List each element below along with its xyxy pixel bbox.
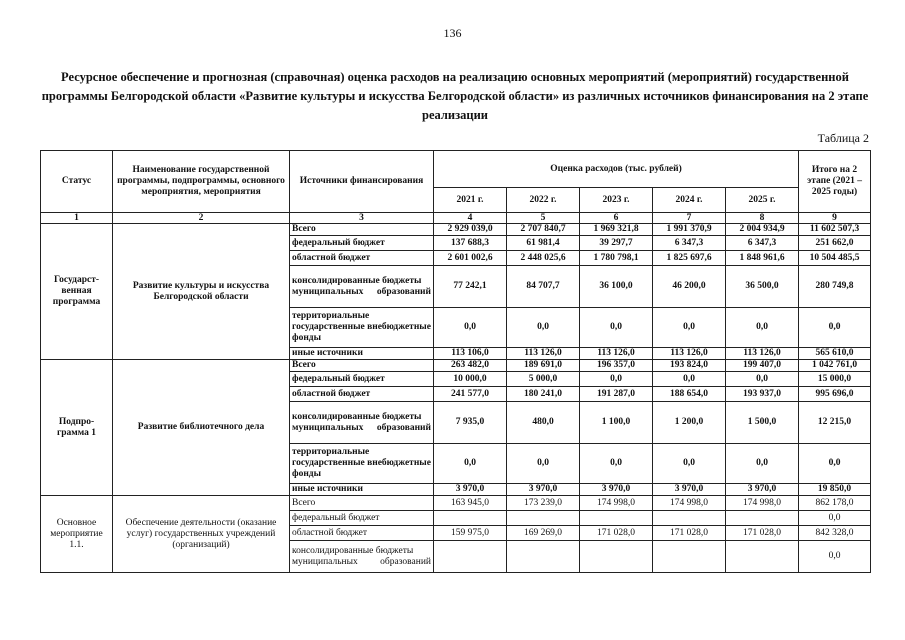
year-value: 171 028,0 (653, 526, 726, 541)
year-value: 191 287,0 (580, 387, 653, 402)
funding-source: областной бюджет (290, 387, 434, 402)
year-value: 263 482,0 (434, 360, 507, 372)
year-value: 180 241,0 (507, 387, 580, 402)
total-value: 0,0 (799, 511, 871, 526)
total-value: 842 328,0 (799, 526, 871, 541)
funding-source: Всего (290, 496, 434, 511)
year-value: 193 937,0 (726, 387, 799, 402)
year-value: 1 969 321,8 (580, 224, 653, 236)
year-value: 0,0 (726, 308, 799, 348)
year-value: 0,0 (653, 308, 726, 348)
year-value: 0,0 (580, 308, 653, 348)
year-value (726, 541, 799, 573)
year-value (434, 541, 507, 573)
funding-source: консолидированные бюджеты муниципальных образований (290, 541, 434, 573)
funding-source: областной бюджет (290, 526, 434, 541)
header-year: 2024 г. (653, 188, 726, 213)
column-index: 1 (41, 213, 113, 224)
total-value: 12 215,0 (799, 402, 871, 444)
year-value: 113 126,0 (507, 348, 580, 360)
year-value (507, 541, 580, 573)
year-value: 3 970,0 (507, 484, 580, 496)
column-index: 6 (580, 213, 653, 224)
year-value: 2 601 002,6 (434, 251, 507, 266)
column-index: 9 (799, 213, 871, 224)
year-value: 0,0 (726, 372, 799, 387)
funding-source: консолидированные бюджеты муниципальных образований (290, 266, 434, 308)
year-value: 137 688,3 (434, 236, 507, 251)
row-name: Развитие библиотечного дела (113, 360, 290, 496)
column-index: 2 (113, 213, 290, 224)
page-number: 136 (443, 26, 462, 40)
row-status: Подпро-грамма 1 (41, 360, 113, 496)
year-value: 3 970,0 (434, 484, 507, 496)
year-value: 84 707,7 (507, 266, 580, 308)
year-value: 171 028,0 (726, 526, 799, 541)
year-value: 0,0 (653, 372, 726, 387)
year-value: 174 998,0 (653, 496, 726, 511)
total-value: 11 602 507,3 (799, 224, 871, 236)
year-value: 3 970,0 (726, 484, 799, 496)
funding-source: консолидированные бюджеты муниципальных образований (290, 402, 434, 444)
year-value (580, 541, 653, 573)
row-name: Развитие культуры и искусства Белгородской области (113, 224, 290, 360)
table-row (41, 224, 871, 236)
funding-source: Всего (290, 360, 434, 372)
header-total: Итого на 2 этапе (2021 – 2025 годы) (799, 151, 871, 213)
year-value (434, 511, 507, 526)
year-value: 174 998,0 (580, 496, 653, 511)
year-value: 1 100,0 (580, 402, 653, 444)
total-value: 15 000,0 (799, 372, 871, 387)
table-row (41, 360, 871, 372)
year-value: 1 991 370,9 (653, 224, 726, 236)
column-index: 5 (507, 213, 580, 224)
column-index: 7 (653, 213, 726, 224)
year-value: 6 347,3 (653, 236, 726, 251)
total-value: 10 504 485,5 (799, 251, 871, 266)
year-value: 7 935,0 (434, 402, 507, 444)
funding-source: иные источники (290, 484, 434, 496)
year-value: 0,0 (434, 308, 507, 348)
funding-source: федеральный бюджет (290, 236, 434, 251)
year-value: 188 654,0 (653, 387, 726, 402)
column-index: 8 (726, 213, 799, 224)
year-value: 2 448 025,6 (507, 251, 580, 266)
row-status: Основное мероприятие 1.1. (41, 496, 113, 573)
year-value: 169 269,0 (507, 526, 580, 541)
table-row (41, 496, 871, 511)
row-status: Государст-венная программа (41, 224, 113, 360)
year-value: 10 000,0 (434, 372, 507, 387)
total-value: 995 696,0 (799, 387, 871, 402)
year-value (653, 541, 726, 573)
year-value: 46 200,0 (653, 266, 726, 308)
year-value: 2 929 039,0 (434, 224, 507, 236)
year-value: 113 126,0 (653, 348, 726, 360)
funding-source: федеральный бюджет (290, 372, 434, 387)
year-value (653, 511, 726, 526)
year-value (507, 511, 580, 526)
year-value: 1 825 697,6 (653, 251, 726, 266)
total-value: 862 178,0 (799, 496, 871, 511)
year-value: 199 407,0 (726, 360, 799, 372)
year-value (726, 511, 799, 526)
year-value: 0,0 (726, 444, 799, 484)
year-value: 480,0 (507, 402, 580, 444)
column-index: 3 (290, 213, 434, 224)
year-value: 113 126,0 (580, 348, 653, 360)
year-value: 159 975,0 (434, 526, 507, 541)
funding-source: территориальные государственные внебюджетные фонды (290, 444, 434, 484)
expenditure-table (40, 150, 871, 573)
year-value: 0,0 (653, 444, 726, 484)
header-year: 2025 г. (726, 188, 799, 213)
document-title: Ресурсное обеспечение и прогнозная (справочная) оценка расходов на реализацию основных мероприятий (мероприятий) государственной программы Белгородской области «Развитие культуры и искусства Белгородской области» из различных источников финансирования на 2 этапе реализации (41, 70, 869, 122)
total-value: 0,0 (799, 444, 871, 484)
year-value: 61 981,4 (507, 236, 580, 251)
total-value: 251 662,0 (799, 236, 871, 251)
funding-source: Всего (290, 224, 434, 236)
year-value: 1 848 961,6 (726, 251, 799, 266)
funding-source: территориальные государственные внебюджетные фонды (290, 308, 434, 348)
year-value: 0,0 (507, 444, 580, 484)
year-value: 36 500,0 (726, 266, 799, 308)
header-estimate: Оценка расходов (тыс. рублей) (434, 151, 799, 188)
year-value: 189 691,0 (507, 360, 580, 372)
funding-source: федеральный бюджет (290, 511, 434, 526)
year-value: 193 824,0 (653, 360, 726, 372)
header-year: 2023 г. (580, 188, 653, 213)
year-value (580, 511, 653, 526)
year-value: 3 970,0 (580, 484, 653, 496)
year-value: 163 945,0 (434, 496, 507, 511)
year-value: 36 100,0 (580, 266, 653, 308)
total-value: 19 850,0 (799, 484, 871, 496)
year-value: 3 970,0 (653, 484, 726, 496)
year-value: 0,0 (434, 444, 507, 484)
funding-source: областной бюджет (290, 251, 434, 266)
year-value: 6 347,3 (726, 236, 799, 251)
table-label: Таблица 2 (817, 131, 869, 145)
row-name: Обеспечение деятельности (оказание услуг) государственных учреждений (организаций) (113, 496, 290, 573)
header-year: 2022 г. (507, 188, 580, 213)
year-value: 113 126,0 (726, 348, 799, 360)
year-value: 1 780 798,1 (580, 251, 653, 266)
year-value: 171 028,0 (580, 526, 653, 541)
total-value: 0,0 (799, 308, 871, 348)
year-value: 77 242,1 (434, 266, 507, 308)
year-value: 0,0 (507, 308, 580, 348)
header-year: 2021 г. (434, 188, 507, 213)
header-source: Источники финансирования (290, 151, 434, 213)
year-value: 0,0 (580, 372, 653, 387)
year-value: 5 000,0 (507, 372, 580, 387)
year-value: 113 106,0 (434, 348, 507, 360)
year-value: 39 297,7 (580, 236, 653, 251)
year-value: 1 500,0 (726, 402, 799, 444)
total-value: 1 042 761,0 (799, 360, 871, 372)
year-value: 173 239,0 (507, 496, 580, 511)
total-value: 0,0 (799, 541, 871, 573)
year-value: 196 357,0 (580, 360, 653, 372)
column-index: 4 (434, 213, 507, 224)
funding-source: иные источники (290, 348, 434, 360)
year-value: 241 577,0 (434, 387, 507, 402)
header-name: Наименование государственной программы, подпрограммы, основного мероприятия, мероприятия (113, 151, 290, 213)
total-value: 280 749,8 (799, 266, 871, 308)
year-value: 0,0 (580, 444, 653, 484)
header-status: Статус (41, 151, 113, 213)
total-value: 565 610,0 (799, 348, 871, 360)
year-value: 1 200,0 (653, 402, 726, 444)
year-value: 2 004 934,9 (726, 224, 799, 236)
year-value: 174 998,0 (726, 496, 799, 511)
year-value: 2 707 840,7 (507, 224, 580, 236)
